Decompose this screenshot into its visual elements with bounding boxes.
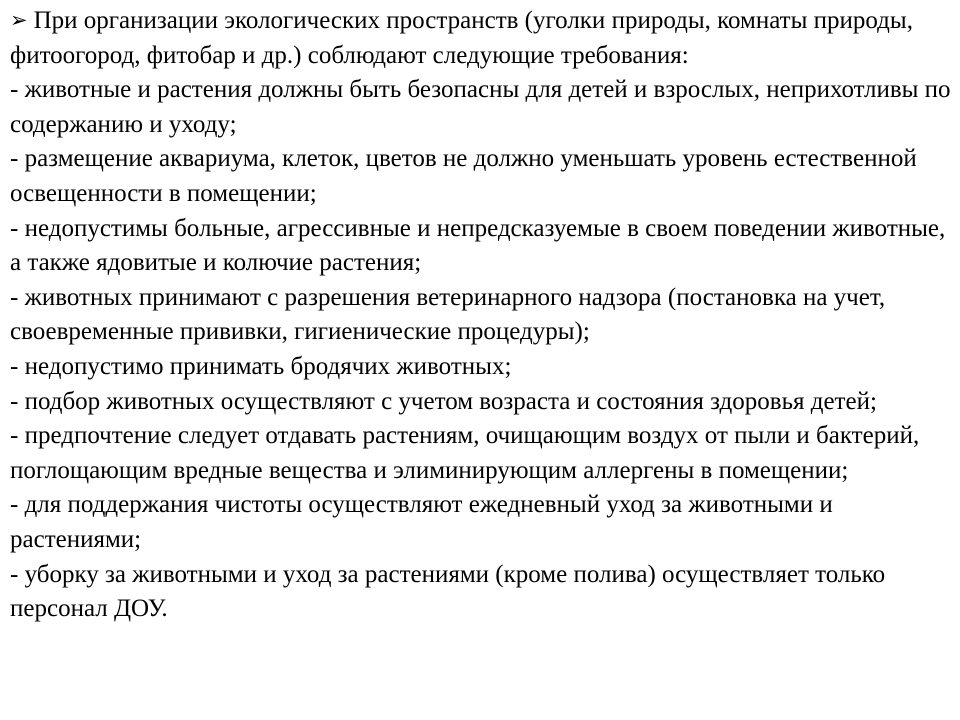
requirement-item: - для поддержания чистоты осуществляют ежедневный уход за животными и растениями; bbox=[10, 491, 833, 553]
requirement-item: - животных принимают с разрешения ветеринарного надзора (постановка на учет, своевременные прививки, гигиенические процедуры); bbox=[10, 283, 886, 346]
arrow-bullet-icon: ➢ bbox=[10, 8, 28, 32]
requirement-item: - недопустимо принимать бродячих животных; bbox=[10, 352, 512, 380]
intro-paragraph bbox=[10, 4, 952, 73]
requirement-item: - подбор животных осуществляют с учетом возраста и состояния здоровья детей; bbox=[10, 387, 877, 415]
requirement-item: - животные и растения должны быть безопасны для детей и взрослых, неприхотливы по содержанию и уходу; bbox=[10, 76, 951, 138]
requirement-item: - недопустимы больные, агрессивные и непредсказуемые в своем поведении животные, а также ядовитые и колючие растения; bbox=[10, 214, 946, 277]
requirement-item: - предпочтение следует отдавать растениям, очищающим воздух от пыли и бактерий, поглощающим вредные вещества и элиминирующим аллергены в помещении; bbox=[10, 422, 920, 484]
intro-text: При организации экологических пространств (уголки природы, комнаты природы, фитоогород, фитобар и др.) соблюдают следующие требования: bbox=[10, 7, 913, 69]
requirement-item: - уборку за животными и уход за растениями (кроме полива) осуществляет только персонал ДОУ. bbox=[10, 560, 886, 623]
requirements-list bbox=[10, 73, 952, 627]
requirement-item: - размещение аквариума, клеток, цветов не должно уменьшать уровень естественной освещенности в помещении; bbox=[10, 145, 917, 207]
